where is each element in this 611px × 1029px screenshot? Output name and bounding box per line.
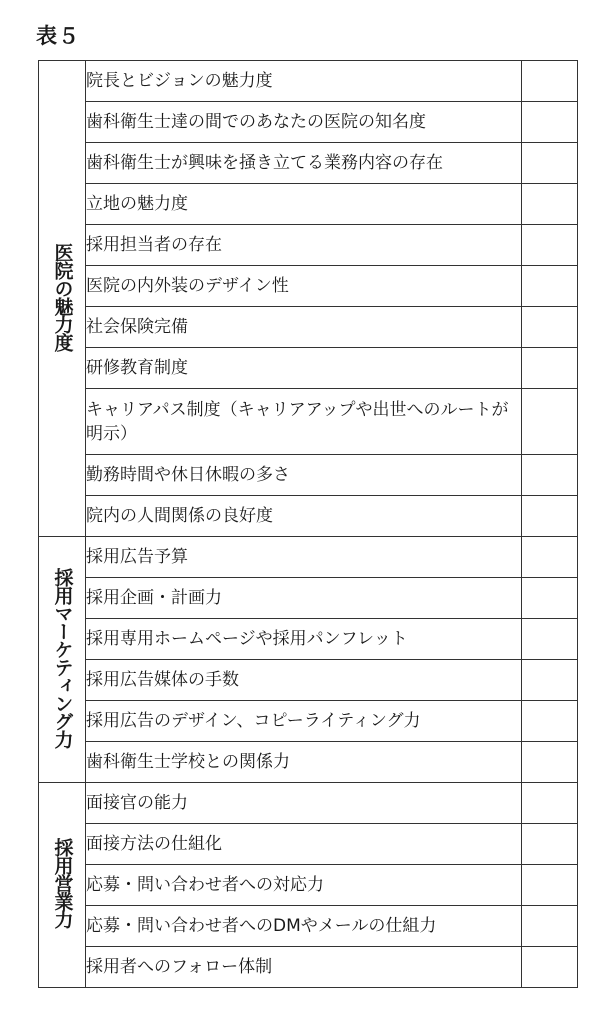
score-cell[interactable] (522, 348, 578, 389)
category-label: 採用営業力 (51, 838, 74, 928)
score-cell[interactable] (522, 701, 578, 742)
table-row (39, 660, 578, 701)
item-cell: 社会保険完備 (86, 307, 522, 348)
item-cell: 採用担当者の存在 (86, 225, 522, 266)
table-row (39, 947, 578, 988)
item-cell: 院長とビジョンの魅力度 (86, 61, 522, 102)
score-cell[interactable] (522, 102, 578, 143)
table-row (39, 266, 578, 307)
table-row (39, 578, 578, 619)
table-row (39, 389, 578, 455)
score-cell[interactable] (522, 266, 578, 307)
score-cell[interactable] (522, 660, 578, 701)
score-cell[interactable] (522, 389, 578, 455)
score-cell[interactable] (522, 537, 578, 578)
table-row (39, 184, 578, 225)
item-cell: 採用企画・計画力 (86, 578, 522, 619)
table-row (39, 455, 578, 496)
score-cell[interactable] (522, 61, 578, 102)
score-cell[interactable] (522, 307, 578, 348)
table-row (39, 701, 578, 742)
table-row (39, 537, 578, 578)
category-cell (39, 61, 86, 537)
table-title: 表５ (36, 24, 80, 48)
item-cell: 採用広告媒体の手数 (86, 660, 522, 701)
score-cell[interactable] (522, 184, 578, 225)
item-cell: 歯科衛生士達の間でのあなたの医院の知名度 (86, 102, 522, 143)
item-cell: 歯科衛生士学校との関係力 (86, 742, 522, 783)
item-cell: 採用専用ホームページや採用パンフレット (86, 619, 522, 660)
table-row (39, 348, 578, 389)
table-row (39, 865, 578, 906)
category-label: 採用マーケティング力 (51, 567, 74, 748)
item-cell: 研修教育制度 (86, 348, 522, 389)
item-cell: 勤務時間や休日休暇の多さ (86, 455, 522, 496)
table-row (39, 61, 578, 102)
item-cell: 採用者へのフォロー体制 (86, 947, 522, 988)
score-cell[interactable] (522, 578, 578, 619)
item-cell: 院内の人間関係の良好度 (86, 496, 522, 537)
table-row (39, 619, 578, 660)
item-cell: 採用広告のデザイン、コピーライティング力 (86, 701, 522, 742)
score-cell[interactable] (522, 225, 578, 266)
table-row (39, 783, 578, 824)
score-cell[interactable] (522, 947, 578, 988)
table-row (39, 143, 578, 184)
table-row (39, 496, 578, 537)
table-row (39, 742, 578, 783)
score-cell[interactable] (522, 143, 578, 184)
evaluation-table (38, 60, 578, 988)
score-cell[interactable] (522, 619, 578, 660)
category-cell (39, 783, 86, 988)
score-cell[interactable] (522, 742, 578, 783)
item-cell: 応募・問い合わせ者へのDMやメールの仕組力 (86, 906, 522, 947)
table-row (39, 225, 578, 266)
item-cell: 採用広告予算 (86, 537, 522, 578)
item-cell: キャリアパス制度（キャリアアップや出世へのルートが明示） (86, 389, 522, 455)
score-cell[interactable] (522, 783, 578, 824)
score-cell[interactable] (522, 865, 578, 906)
table-row (39, 307, 578, 348)
item-cell: 歯科衛生士が興味を掻き立てる業務内容の存在 (86, 143, 522, 184)
item-cell: 医院の内外装のデザイン性 (86, 266, 522, 307)
table-row (39, 102, 578, 143)
score-cell[interactable] (522, 455, 578, 496)
category-label: 医院の魅力度 (51, 242, 74, 351)
item-cell: 応募・問い合わせ者への対応力 (86, 865, 522, 906)
score-cell[interactable] (522, 496, 578, 537)
table-row (39, 906, 578, 947)
item-cell: 面接方法の仕組化 (86, 824, 522, 865)
item-cell: 立地の魅力度 (86, 184, 522, 225)
item-cell: 面接官の能力 (86, 783, 522, 824)
score-cell[interactable] (522, 906, 578, 947)
category-cell (39, 537, 86, 783)
table-row (39, 824, 578, 865)
score-cell[interactable] (522, 824, 578, 865)
